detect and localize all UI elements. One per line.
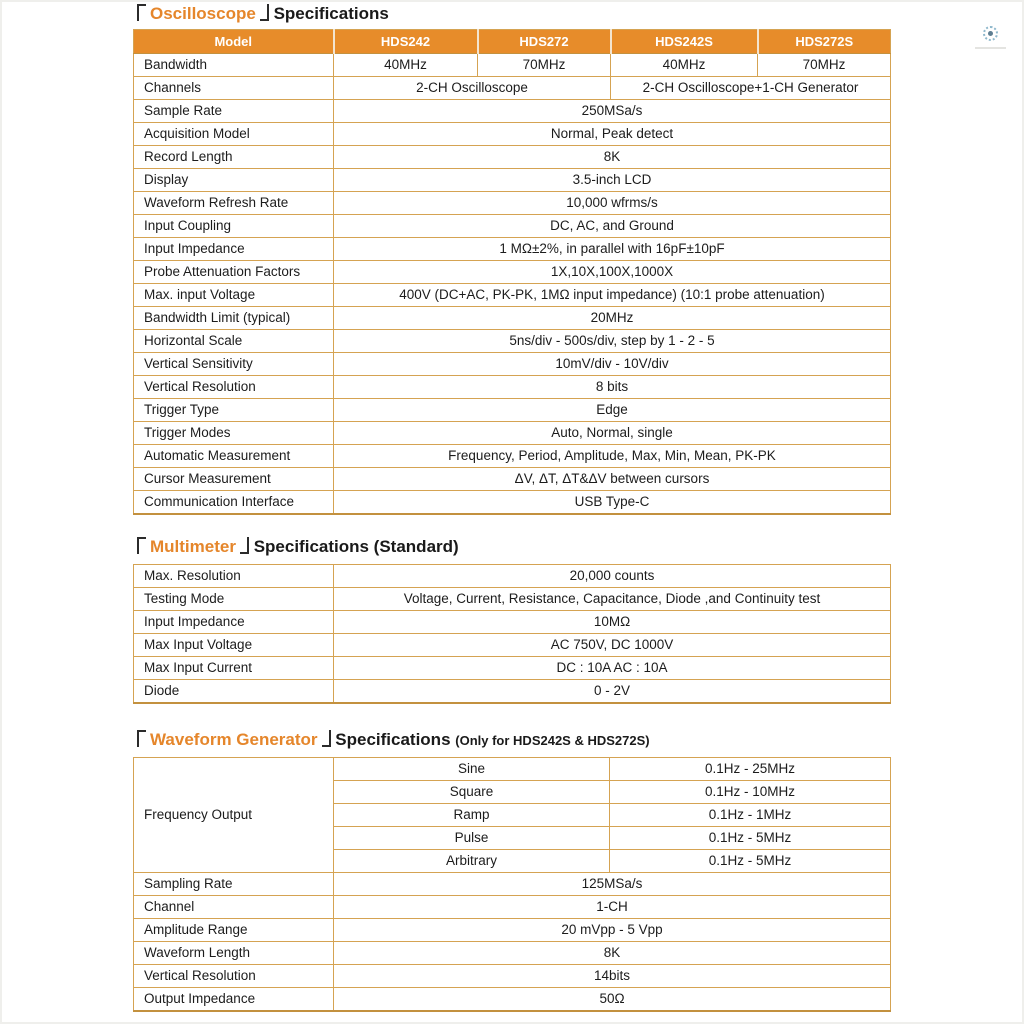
spec-value: 10,000 wfrms/s: [334, 192, 891, 215]
spec-label: Waveform Refresh Rate: [134, 192, 334, 215]
table-row: [134, 680, 891, 704]
spec-value: Voltage, Current, Resistance, Capacitance, Diode ,and Continuity test: [334, 588, 891, 611]
table-row: [134, 919, 891, 942]
oscilloscope-table: [133, 29, 891, 515]
section-title-accent: Oscilloscope: [150, 4, 256, 23]
section-title-accent: Multimeter: [150, 537, 236, 556]
table-row: [134, 123, 891, 146]
oscilloscope-section-title: [137, 4, 890, 24]
table-row: [134, 491, 891, 515]
spec-value: 3.5-inch LCD: [334, 169, 891, 192]
table-row: [134, 896, 891, 919]
spec-value: 8 bits: [334, 376, 891, 399]
table-row: [134, 307, 891, 330]
spec-label: Trigger Modes: [134, 422, 334, 445]
spec-label: Sampling Rate: [134, 873, 334, 896]
table-row: [134, 376, 891, 399]
spec-value: 0 - 2V: [334, 680, 891, 704]
spec-value: 1 MΩ±2%, in parallel with 16pF±10pF: [334, 238, 891, 261]
frequency-range: 0.1Hz - 5MHz: [610, 827, 891, 850]
table-row: [134, 468, 891, 491]
spec-label: Acquisition Model: [134, 123, 334, 146]
table-row: [134, 657, 891, 680]
col-header-hds272: HDS272: [478, 30, 611, 54]
waveform-generator-section-title: [137, 730, 890, 750]
table-row: [134, 611, 891, 634]
oscilloscope-section: [133, 4, 890, 515]
table-row: [134, 445, 891, 468]
waveform-generator-table: [133, 757, 891, 1012]
bracket-open-glyph: [137, 4, 146, 21]
spec-label: Max. input Voltage: [134, 284, 334, 307]
spec-label: Display: [134, 169, 334, 192]
spec-value: 20 mVpp - 5 Vpp: [334, 919, 891, 942]
waveform-type: Square: [334, 781, 610, 804]
table-row: [134, 146, 891, 169]
spec-label: Horizontal Scale: [134, 330, 334, 353]
spec-value: Frequency, Period, Amplitude, Max, Min, Mean, PK-PK: [334, 445, 891, 468]
spec-label: Sample Rate: [134, 100, 334, 123]
table-row: [134, 169, 891, 192]
section-title-rest: Specifications: [335, 730, 451, 749]
table-header-row: [134, 30, 891, 54]
multimeter-section: [133, 537, 890, 704]
spec-value: 40MHz: [334, 54, 478, 77]
spec-value: 125MSa/s: [334, 873, 891, 896]
spec-label: Bandwidth: [134, 54, 334, 77]
spec-value: 20MHz: [334, 307, 891, 330]
waveform-type: Ramp: [334, 804, 610, 827]
spec-value: 10mV/div - 10V/div: [334, 353, 891, 376]
spec-value: 250MSa/s: [334, 100, 891, 123]
spec-value: Auto, Normal, single: [334, 422, 891, 445]
spec-label: Cursor Measurement: [134, 468, 334, 491]
spec-value: 1X,10X,100X,1000X: [334, 261, 891, 284]
spec-value: USB Type-C: [334, 491, 891, 515]
spec-value: 2-CH Oscilloscope: [334, 77, 611, 100]
spec-value: 20,000 counts: [334, 565, 891, 588]
col-header-hds272s: HDS272S: [758, 30, 891, 54]
table-row: [134, 353, 891, 376]
table-row-channels: [134, 77, 891, 100]
spec-sheet: [133, 4, 890, 1012]
spec-value: 10MΩ: [334, 611, 891, 634]
col-header-model: Model: [134, 30, 334, 54]
spec-label: Record Length: [134, 146, 334, 169]
spec-label: Diode: [134, 680, 334, 704]
target-icon-underline: [975, 47, 1006, 49]
spec-label: Testing Mode: [134, 588, 334, 611]
table-row: [134, 284, 891, 307]
table-row: [134, 988, 891, 1012]
bracket-close-glyph: [240, 537, 249, 554]
spec-value: 40MHz: [611, 54, 758, 77]
col-header-hds242s: HDS242S: [611, 30, 758, 54]
section-title-accent: Waveform Generator: [150, 730, 318, 749]
spec-value: 50Ω: [334, 988, 891, 1012]
table-row-frequency-output: [134, 758, 891, 781]
spec-label: Input Impedance: [134, 238, 334, 261]
spec-label: Max Input Voltage: [134, 634, 334, 657]
section-title-note: (Only for HDS242S & HDS272S): [455, 733, 650, 748]
target-icon[interactable]: [983, 26, 998, 41]
waveform-type: Pulse: [334, 827, 610, 850]
frequency-range: 0.1Hz - 25MHz: [610, 758, 891, 781]
spec-value: 1-CH: [334, 896, 891, 919]
waveform-generator-section: [133, 730, 890, 1012]
table-row-bandwidth: [134, 54, 891, 77]
waveform-type: Arbitrary: [334, 850, 610, 873]
spec-label: Bandwidth Limit (typical): [134, 307, 334, 330]
spec-label: Channel: [134, 896, 334, 919]
table-row: [134, 422, 891, 445]
spec-value: 14bits: [334, 965, 891, 988]
table-row: [134, 873, 891, 896]
table-row: [134, 588, 891, 611]
spec-label: Channels: [134, 77, 334, 100]
table-row: [134, 192, 891, 215]
spec-label: Automatic Measurement: [134, 445, 334, 468]
spec-label: Vertical Sensitivity: [134, 353, 334, 376]
section-title-rest: Specifications: [273, 4, 389, 23]
multimeter-section-title: [137, 537, 890, 557]
spec-label: Input Coupling: [134, 215, 334, 238]
bracket-open-glyph: [137, 537, 146, 554]
spec-label: Output Impedance: [134, 988, 334, 1012]
table-row: [134, 261, 891, 284]
spec-value: 5ns/div - 500s/div, step by 1 - 2 - 5: [334, 330, 891, 353]
spec-value: 400V (DC+AC, PK-PK, 1MΩ input impedance) (10:1 probe attenuation): [334, 284, 891, 307]
spec-label: Trigger Type: [134, 399, 334, 422]
table-row: [134, 965, 891, 988]
spec-value: DC : 10A AC : 10A: [334, 657, 891, 680]
table-row: [134, 565, 891, 588]
spec-value: 70MHz: [758, 54, 891, 77]
spec-label: Probe Attenuation Factors: [134, 261, 334, 284]
table-row: [134, 634, 891, 657]
table-row: [134, 238, 891, 261]
spec-value: DC, AC, and Ground: [334, 215, 891, 238]
waveform-type: Sine: [334, 758, 610, 781]
table-row: [134, 942, 891, 965]
spec-value: Edge: [334, 399, 891, 422]
multimeter-table: [133, 564, 891, 704]
spec-label: Amplitude Range: [134, 919, 334, 942]
spec-label: Vertical Resolution: [134, 965, 334, 988]
table-row: [134, 399, 891, 422]
spec-value: 8K: [334, 942, 891, 965]
section-title-rest: Specifications (Standard): [253, 537, 459, 556]
bracket-close-glyph: [322, 730, 331, 747]
table-row: [134, 100, 891, 123]
spec-label: Vertical Resolution: [134, 376, 334, 399]
spec-value: ΔV, ΔT, ΔT&ΔV between cursors: [334, 468, 891, 491]
frequency-range: 0.1Hz - 1MHz: [610, 804, 891, 827]
spec-value: 2-CH Oscilloscope+1-CH Generator: [611, 77, 891, 100]
spec-label: Communication Interface: [134, 491, 334, 515]
spec-label: Waveform Length: [134, 942, 334, 965]
bracket-close-glyph: [260, 4, 269, 21]
spec-value: 8K: [334, 146, 891, 169]
spec-label: Max. Resolution: [134, 565, 334, 588]
spec-label: Frequency Output: [134, 758, 334, 873]
col-header-hds242: HDS242: [334, 30, 478, 54]
frequency-range: 0.1Hz - 5MHz: [610, 850, 891, 873]
table-row: [134, 330, 891, 353]
spec-value: 70MHz: [478, 54, 611, 77]
spec-value: AC 750V, DC 1000V: [334, 634, 891, 657]
spec-label: Max Input Current: [134, 657, 334, 680]
spec-label: Input Impedance: [134, 611, 334, 634]
table-row: [134, 215, 891, 238]
bracket-open-glyph: [137, 730, 146, 747]
frequency-range: 0.1Hz - 10MHz: [610, 781, 891, 804]
spec-value: Normal, Peak detect: [334, 123, 891, 146]
